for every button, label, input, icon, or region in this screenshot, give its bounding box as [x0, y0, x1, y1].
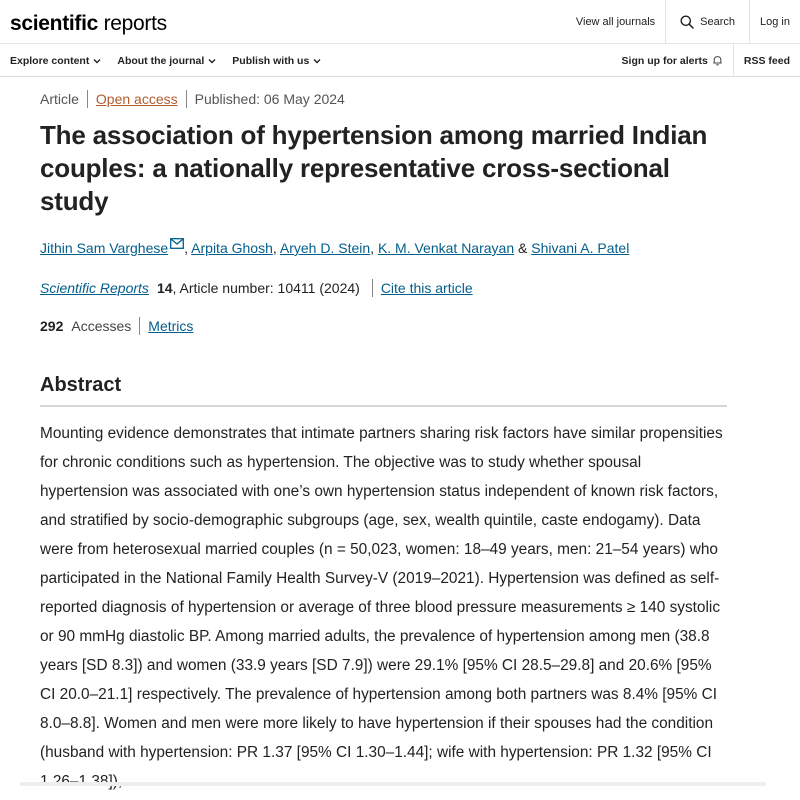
article-type: Article	[40, 91, 79, 107]
site-header	[0, 0, 800, 44]
accesses-label: Accesses	[71, 318, 132, 334]
journal-link[interactable]: Scientific Reports	[40, 280, 149, 296]
logo-rest-text: reports	[98, 12, 167, 35]
search-button[interactable]	[666, 0, 749, 44]
login-link[interactable]: Log in	[760, 16, 790, 28]
view-all-journals-link[interactable]: View all journals	[575, 16, 656, 28]
journal-nav-menus	[10, 44, 321, 77]
published-date: Published: 06 May 2024	[194, 91, 345, 107]
author-separator: ,	[184, 240, 189, 256]
chevron-down-icon	[208, 57, 216, 65]
publish-with-us-label: Publish with us	[232, 54, 310, 67]
author-link[interactable]: K. M. Venkat Narayan	[377, 240, 515, 256]
citation-line	[40, 278, 730, 298]
sign-up-alerts-button[interactable]	[612, 44, 733, 77]
logo-bold-text: scientific	[10, 12, 99, 35]
abstract-text: Mounting evidence demonstrates that intimate partners sharing risk factors have similar propensities for chronic conditions such as hypertension. The objective was to study whether spousal hypertension was associated with one’s own hypertension status independent of known risk factors, and stratified by socio-demographic subgroups (age, sex, wealth quintile, caste endogamy). Data were from heterosexual married couples (n = 50,023, women: 18–49 years, men: 21–54 years) who participated in the National Family Health Survey-V (2019–2021). Hypertension was defined as self-reported diagnosis of hypertension or average of three blood pressure measurements ≥ 140 systolic or 90 mmHg diastolic BP. Among married adults, the prevalence of hypertension among men (38.8 years [SD 8.3]) and women (33.9 years [SD 7.9]) were 29.1% [95% CI 28.5–29.8] and 20.6% [95% CI 20.0–21.1] respectively. The prevalence of hypertension among both partners was 8.4% [95% CI 8.0–8.8]. Women and men were more likely to have hypertension if their spouses had the condition (husband with hypertension: PR 1.37 [95% CI 1.30–1.44]; wife with hypertension: PR 1.32 [95% CI	[40, 425, 723, 761]
scroll-shadow	[20, 782, 766, 786]
abstract-heading: Abstract	[40, 374, 727, 407]
header-actions	[566, 0, 800, 44]
explore-content-label: Explore content	[10, 54, 90, 67]
citation-divider	[372, 279, 373, 297]
chevron-down-icon	[313, 57, 321, 65]
about-journal-menu[interactable]	[117, 55, 216, 67]
article-number: , Article number: 10411 (2024)	[172, 280, 360, 296]
meta-divider	[186, 90, 187, 108]
author-separator: &	[518, 240, 528, 256]
journal-logo[interactable]	[10, 12, 167, 36]
author-link[interactable]: Arpita Ghosh	[191, 240, 273, 256]
author-link[interactable]: Aryeh D. Stein	[279, 240, 371, 256]
mail-icon[interactable]	[170, 238, 184, 249]
bell-icon	[712, 55, 723, 66]
chevron-down-icon	[93, 57, 101, 65]
author-link[interactable]: Jithin Sam Varghese	[40, 240, 169, 256]
author-list	[40, 238, 730, 258]
meta-divider	[87, 90, 88, 108]
about-journal-label: About the journal	[117, 54, 205, 67]
article-content	[40, 88, 730, 796]
open-access-link[interactable]: Open access	[95, 91, 178, 107]
accesses-count: 292	[40, 318, 64, 334]
author-separator: ,	[272, 240, 277, 256]
article-title: The association of hypertension among married Indian couples: a nationally representative cross-sectional study	[40, 120, 708, 216]
rss-feed-link[interactable]: RSS feed	[743, 54, 790, 67]
explore-content-menu[interactable]	[10, 55, 101, 67]
publish-with-us-menu[interactable]	[232, 55, 321, 67]
volume-number: 14	[156, 280, 173, 296]
cite-article-link[interactable]: Cite this article	[380, 280, 473, 296]
journal-nav-actions	[612, 44, 800, 77]
article-meta	[40, 88, 730, 110]
sign-up-alerts-label: Sign up for alerts	[621, 54, 708, 67]
journal-nav	[0, 44, 800, 77]
author-link[interactable]: Shivani A. Patel	[531, 240, 630, 256]
metrics-link[interactable]: Metrics	[148, 318, 194, 334]
metrics-divider	[139, 317, 140, 335]
search-icon	[680, 15, 694, 29]
author-separator: ,	[370, 240, 375, 256]
search-label: Search	[700, 16, 736, 28]
article-metrics	[40, 316, 730, 336]
